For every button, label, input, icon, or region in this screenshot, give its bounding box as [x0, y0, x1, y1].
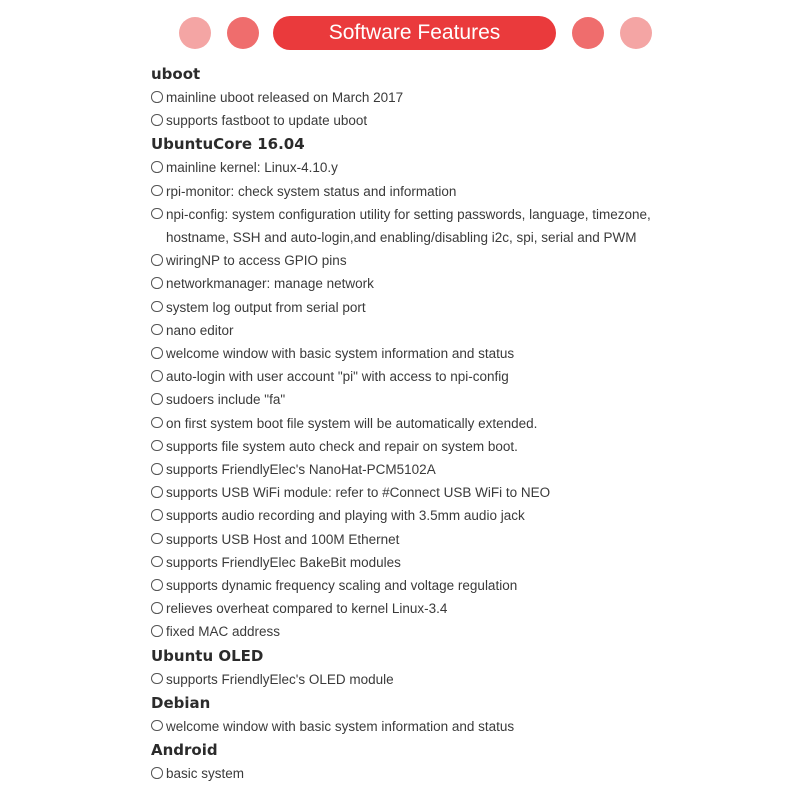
circle-bullet-icon	[151, 301, 163, 313]
section-list	[151, 86, 791, 132]
list-item-text: basic system	[166, 766, 245, 782]
list-item-text: rpi-monitor: check system status and information	[166, 183, 457, 199]
list-item	[151, 365, 791, 388]
list-item-text: fixed MAC address	[166, 624, 281, 640]
decorative-dot	[620, 17, 652, 49]
circle-bullet-icon	[151, 254, 163, 266]
list-item	[151, 319, 791, 342]
list-item-text: wiringNP to access GPIO pins	[166, 253, 347, 269]
section-title: UbuntuCore 16.04	[151, 135, 305, 154]
circle-bullet-icon	[151, 673, 163, 685]
list-item	[151, 762, 791, 785]
header-banner	[0, 0, 800, 66]
circle-bullet-icon	[151, 556, 163, 568]
page-title: Software Features	[273, 16, 556, 50]
list-item	[151, 551, 791, 574]
list-item-text: welcome window with basic system information and status	[166, 718, 515, 734]
circle-bullet-icon	[151, 579, 163, 591]
circle-bullet-icon	[151, 486, 163, 498]
section-title: Android	[151, 741, 218, 760]
list-item	[151, 412, 791, 435]
list-item	[151, 620, 791, 643]
circle-bullet-icon	[151, 393, 163, 405]
list-item	[151, 388, 791, 411]
section-title: Ubuntu OLED	[151, 646, 264, 665]
circle-bullet-icon	[151, 277, 163, 289]
circle-bullet-icon	[151, 324, 163, 336]
circle-bullet-icon	[151, 625, 163, 637]
feature-list	[151, 62, 791, 785]
list-item-text: supports FriendlyElec's OLED module	[166, 671, 394, 687]
list-item	[151, 528, 791, 551]
list-item-text: mainline kernel: Linux-4.10.y	[166, 160, 338, 176]
section-title: uboot	[151, 65, 201, 83]
list-item-text: mainline uboot released on March 2017	[166, 90, 404, 105]
list-item	[151, 481, 791, 504]
section-title: Debian	[151, 693, 211, 712]
list-item	[151, 342, 791, 365]
list-item-text: nano editor	[166, 322, 234, 338]
circle-bullet-icon	[151, 440, 163, 452]
list-item-text: supports fastboot to update uboot	[166, 113, 368, 129]
section-list	[151, 762, 791, 785]
circle-bullet-icon	[151, 185, 163, 197]
circle-bullet-icon	[151, 208, 163, 220]
list-item	[151, 435, 791, 458]
decorative-dot	[179, 17, 211, 49]
list-item	[151, 249, 791, 272]
list-item	[151, 203, 791, 249]
list-item-text: relieves overheat compared to kernel Linux-3.4	[166, 601, 448, 617]
list-item	[151, 109, 791, 132]
list-item	[151, 597, 791, 620]
list-item-text: networkmanager: manage network	[166, 276, 374, 292]
list-item-text: supports USB Host and 100M Ethernet	[166, 531, 400, 547]
list-item	[151, 668, 791, 691]
list-item-text: supports FriendlyElec BakeBit modules	[166, 554, 401, 570]
decorative-dot	[227, 17, 259, 49]
circle-bullet-icon	[151, 767, 163, 779]
list-item-text: npi-config: system configuration utility for setting passwords, language, timezone, hostname, SSH and auto-login,and enabling/disabling i2c, spi, serial and PWM	[166, 206, 651, 246]
list-item	[151, 715, 791, 738]
section-list	[151, 668, 791, 691]
list-item-text: system log output from serial port	[166, 299, 366, 315]
circle-bullet-icon	[151, 602, 163, 614]
circle-bullet-icon	[151, 533, 163, 545]
list-item-text: supports audio recording and playing with 3.5mm audio jack	[166, 508, 525, 524]
circle-bullet-icon	[151, 463, 163, 475]
list-item	[151, 180, 791, 203]
list-item-text: sudoers include "fa"	[166, 392, 286, 408]
list-item	[151, 156, 791, 179]
list-item-text: supports FriendlyElec's NanoHat-PCM5102A	[166, 462, 436, 478]
list-item	[151, 458, 791, 481]
section-list	[151, 156, 791, 643]
list-item	[151, 504, 791, 527]
circle-bullet-icon	[151, 509, 163, 521]
circle-bullet-icon	[151, 114, 163, 126]
list-item-text: auto-login with user account "pi" with access to npi-config	[166, 369, 509, 385]
decorative-dot	[572, 17, 604, 49]
list-item	[151, 574, 791, 597]
circle-bullet-icon	[151, 91, 163, 103]
list-item-text: supports file system auto check and repair on system boot.	[166, 438, 518, 454]
list-item-text: welcome window with basic system information and status	[166, 346, 515, 362]
list-item-text: supports USB WiFi module: refer to #Connect USB WiFi to NEO	[166, 485, 551, 501]
list-item-text: supports dynamic frequency scaling and voltage regulation	[166, 578, 518, 594]
circle-bullet-icon	[151, 161, 163, 173]
circle-bullet-icon	[151, 347, 163, 359]
list-item	[151, 296, 791, 319]
circle-bullet-icon	[151, 370, 163, 382]
circle-bullet-icon	[151, 417, 163, 429]
circle-bullet-icon	[151, 720, 163, 732]
list-item	[151, 272, 791, 295]
list-item-text: on first system boot file system will be automatically extended.	[166, 415, 538, 431]
list-item	[151, 86, 791, 109]
section-list	[151, 715, 791, 738]
